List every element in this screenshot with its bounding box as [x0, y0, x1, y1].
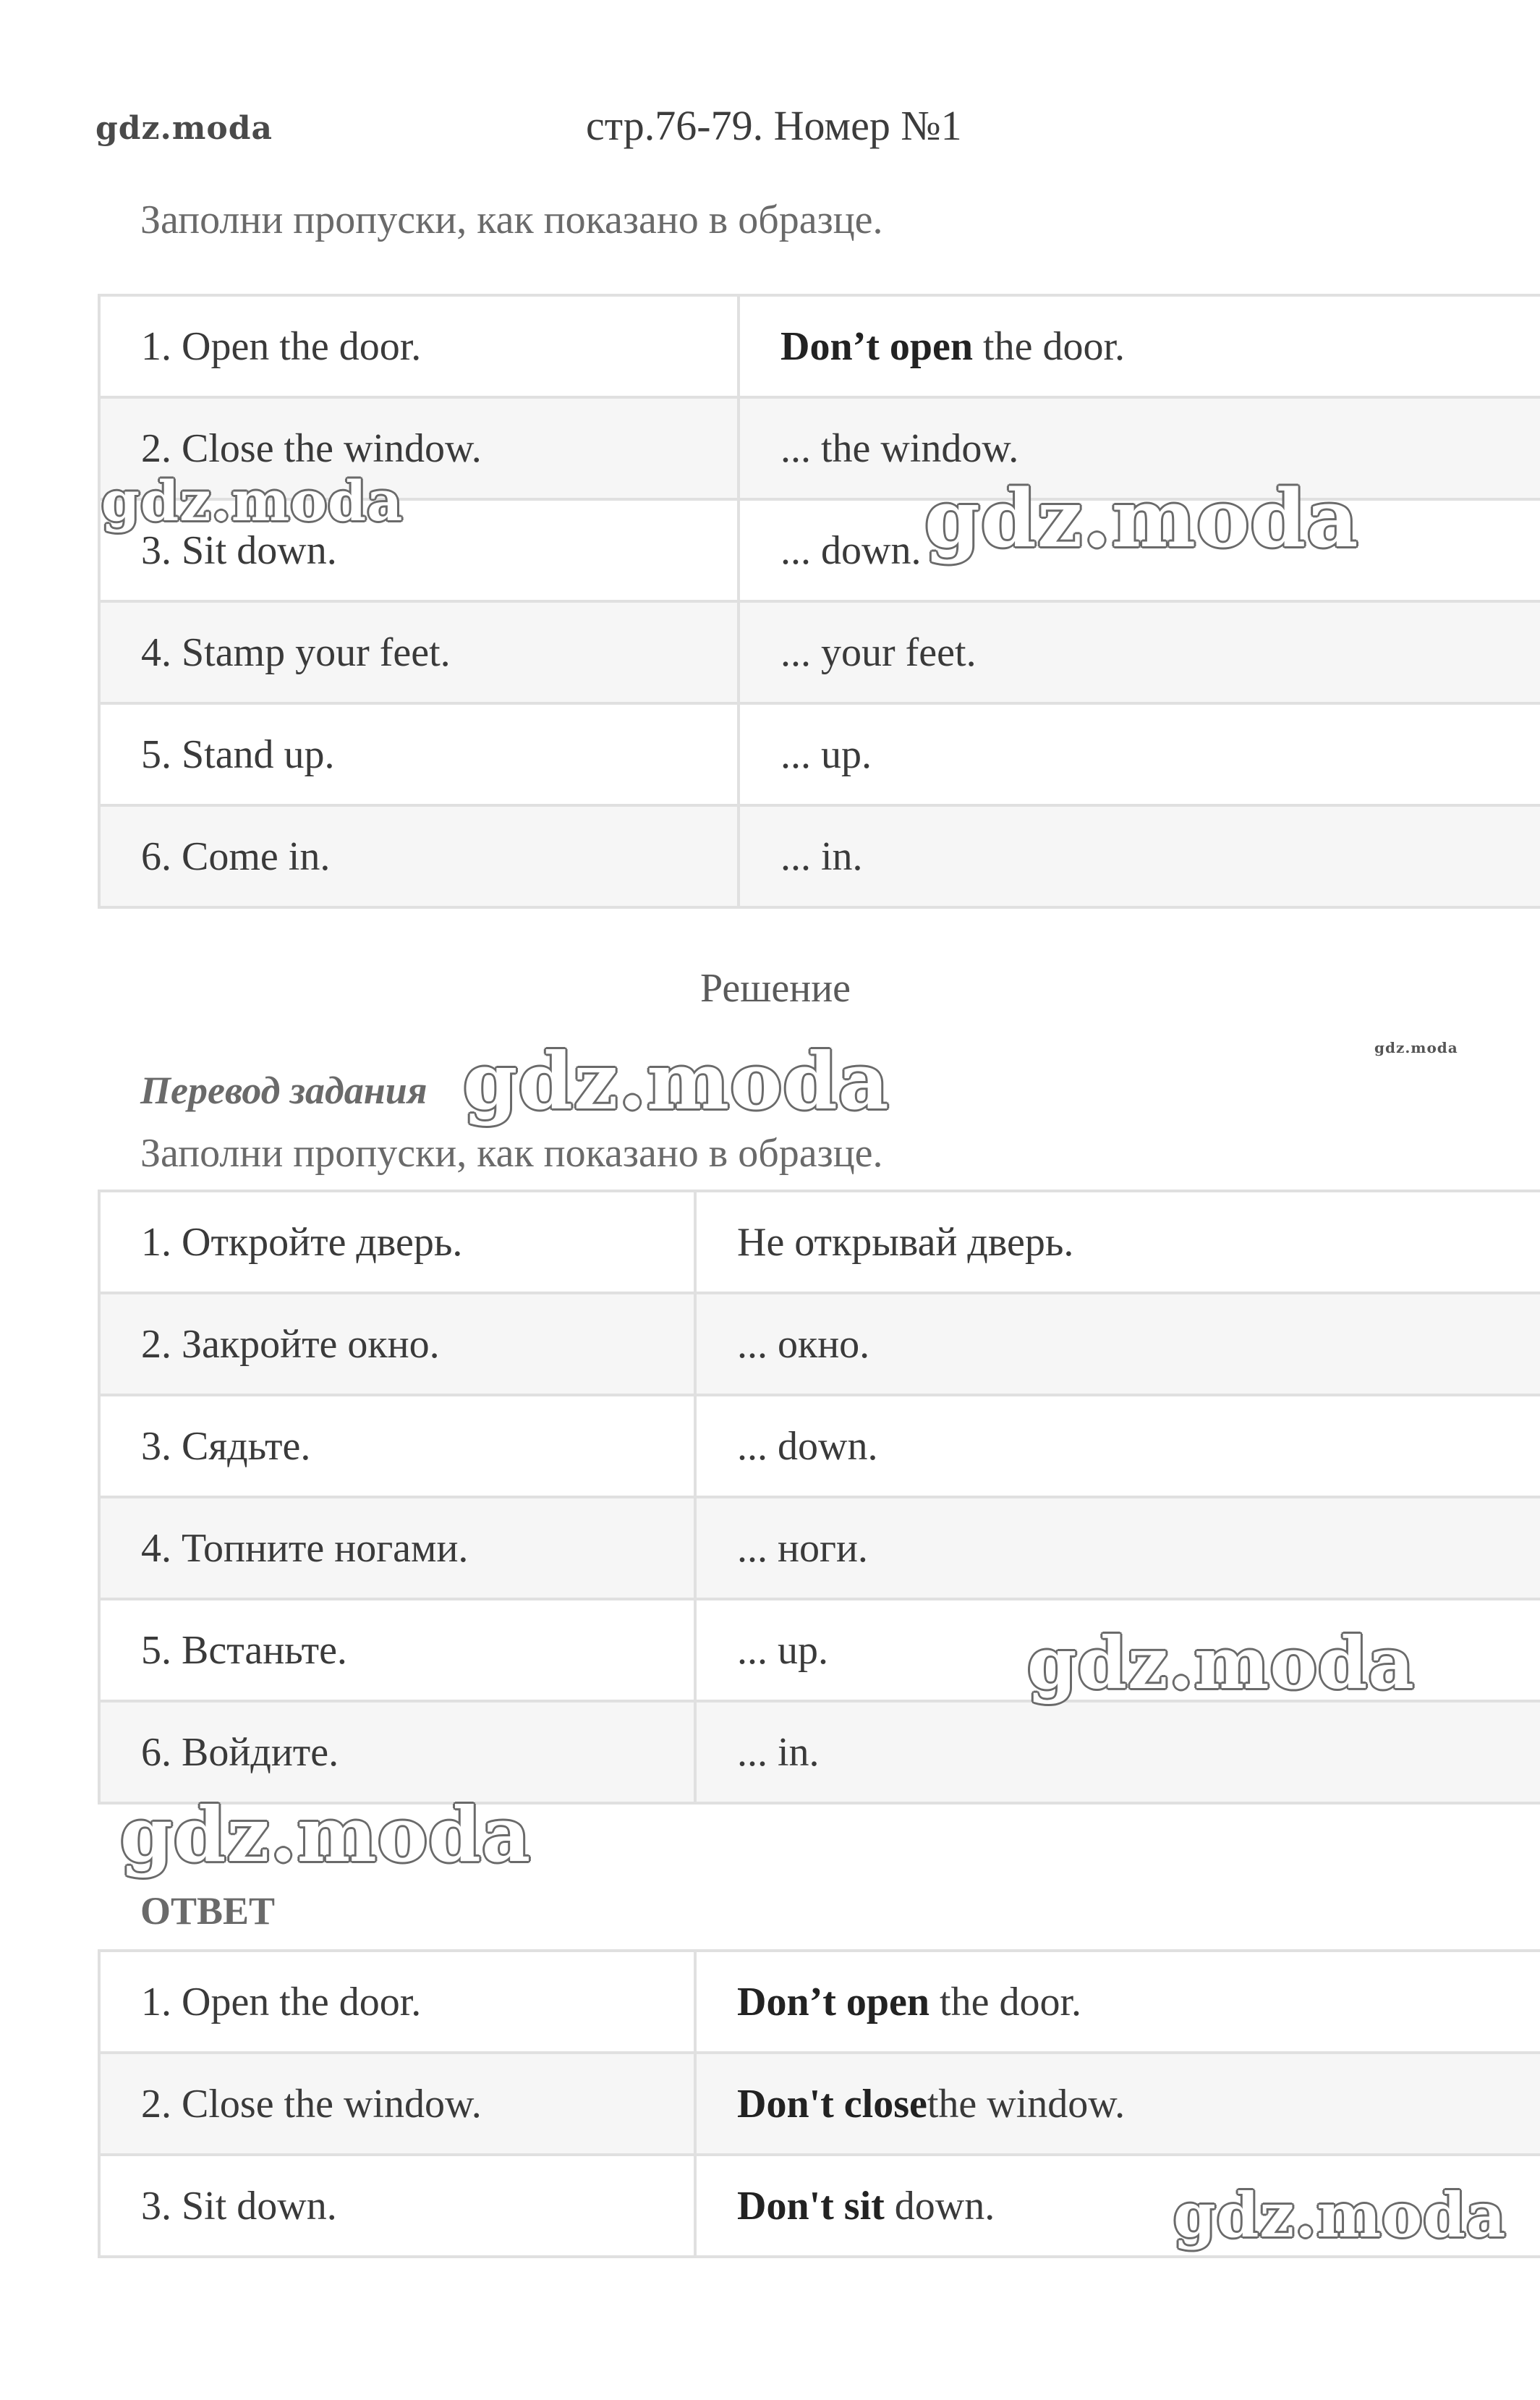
prompt-cell: 1. Open the door.: [99, 1951, 695, 2053]
answer-cell: ... down.: [695, 1395, 1540, 1497]
answer-text: ... the window.: [780, 425, 1019, 471]
watermark-small: gdz.moda: [1374, 1039, 1458, 1056]
watermark: gdz.moda: [1173, 2179, 1507, 2251]
translation-table: [98, 1190, 1540, 1805]
solution-heading: Решение: [700, 966, 851, 1011]
bold-answer: Don't close: [737, 2081, 927, 2126]
table-row: [99, 1951, 1540, 2053]
prompt-cell: 1. Откройте дверь.: [99, 1191, 695, 1293]
answer-text: ... in.: [780, 834, 863, 879]
prompt-cell: 1. Open the door.: [99, 295, 739, 397]
prompt-cell: 2. Close the window.: [99, 2053, 695, 2155]
translation-instruction: Заполни пропуски, как показано в образце.: [140, 1131, 883, 1176]
prompt-cell: 3. Sit down.: [99, 2155, 695, 2257]
prompt-cell: 2. Close the window.: [99, 397, 739, 499]
watermark: gdz.moda: [120, 1790, 532, 1879]
answer-text: the door.: [929, 1979, 1082, 2024]
page-title: стр.76-79. Номер №1: [586, 102, 962, 149]
answer-text: down.: [884, 2183, 995, 2229]
task-instruction: Заполни пропуски, как показано в образце.: [140, 198, 883, 242]
table-row: [99, 295, 1540, 397]
answer-heading: ОТВЕТ: [140, 1889, 276, 1933]
table-row: [99, 805, 1540, 907]
watermark: gdz.moda: [1027, 1622, 1415, 1705]
prompt-cell: 4. Топните ногами.: [99, 1497, 695, 1599]
watermark: gdz.moda: [101, 469, 404, 533]
table-row: [99, 1497, 1540, 1599]
answer-cell: [739, 295, 1540, 397]
answer-cell: [739, 601, 1540, 703]
table-row: [99, 2053, 1540, 2155]
answer-cell: ... ноги.: [695, 1497, 1540, 1599]
answer-text: ... down.: [780, 527, 922, 573]
prompt-cell: 5. Встаньте.: [99, 1599, 695, 1701]
prompt-cell: 5. Stand up.: [99, 703, 739, 805]
bold-answer: Don't sit: [737, 2183, 885, 2229]
answer-text: ... your feet.: [780, 629, 977, 675]
prompt-cell: 2. Закройте окно.: [99, 1293, 695, 1395]
answer-text: the window.: [927, 2081, 1126, 2126]
table-row: [99, 1395, 1540, 1497]
translation-heading: Перевод задания: [140, 1069, 427, 1112]
answer-cell: ... окно.: [695, 1293, 1540, 1395]
task-table: [98, 294, 1540, 909]
answer-cell: ... up.: [695, 1599, 1540, 1701]
table-row: [99, 1293, 1540, 1395]
table-row: [99, 1191, 1540, 1293]
site-logo: gdz.moda: [95, 110, 273, 147]
prompt-cell: 3. Sit down.: [99, 499, 739, 601]
table-row: [99, 1701, 1540, 1803]
watermark: gdz.moda: [463, 1036, 890, 1127]
answer-text: the door.: [973, 323, 1126, 369]
answer-text: ... up.: [780, 732, 872, 777]
prompt-cell: 3. Сядьте.: [99, 1395, 695, 1497]
bold-answer: Don’t open: [780, 323, 974, 369]
table-row: [99, 703, 1540, 805]
answer-cell: [739, 805, 1540, 907]
prompt-cell: 6. Войдите.: [99, 1701, 695, 1803]
table-row: [99, 601, 1540, 703]
answer-cell: ... in.: [695, 1701, 1540, 1803]
prompt-cell: 4. Stamp your feet.: [99, 601, 739, 703]
answer-cell: [739, 703, 1540, 805]
bold-answer: Don’t open: [737, 1979, 930, 2024]
answer-cell: [695, 1951, 1540, 2053]
answer-cell: Не открывай дверь.: [695, 1191, 1540, 1293]
watermark: gdz.moda: [924, 472, 1359, 565]
prompt-cell: 6. Come in.: [99, 805, 739, 907]
answer-cell: [695, 2053, 1540, 2155]
